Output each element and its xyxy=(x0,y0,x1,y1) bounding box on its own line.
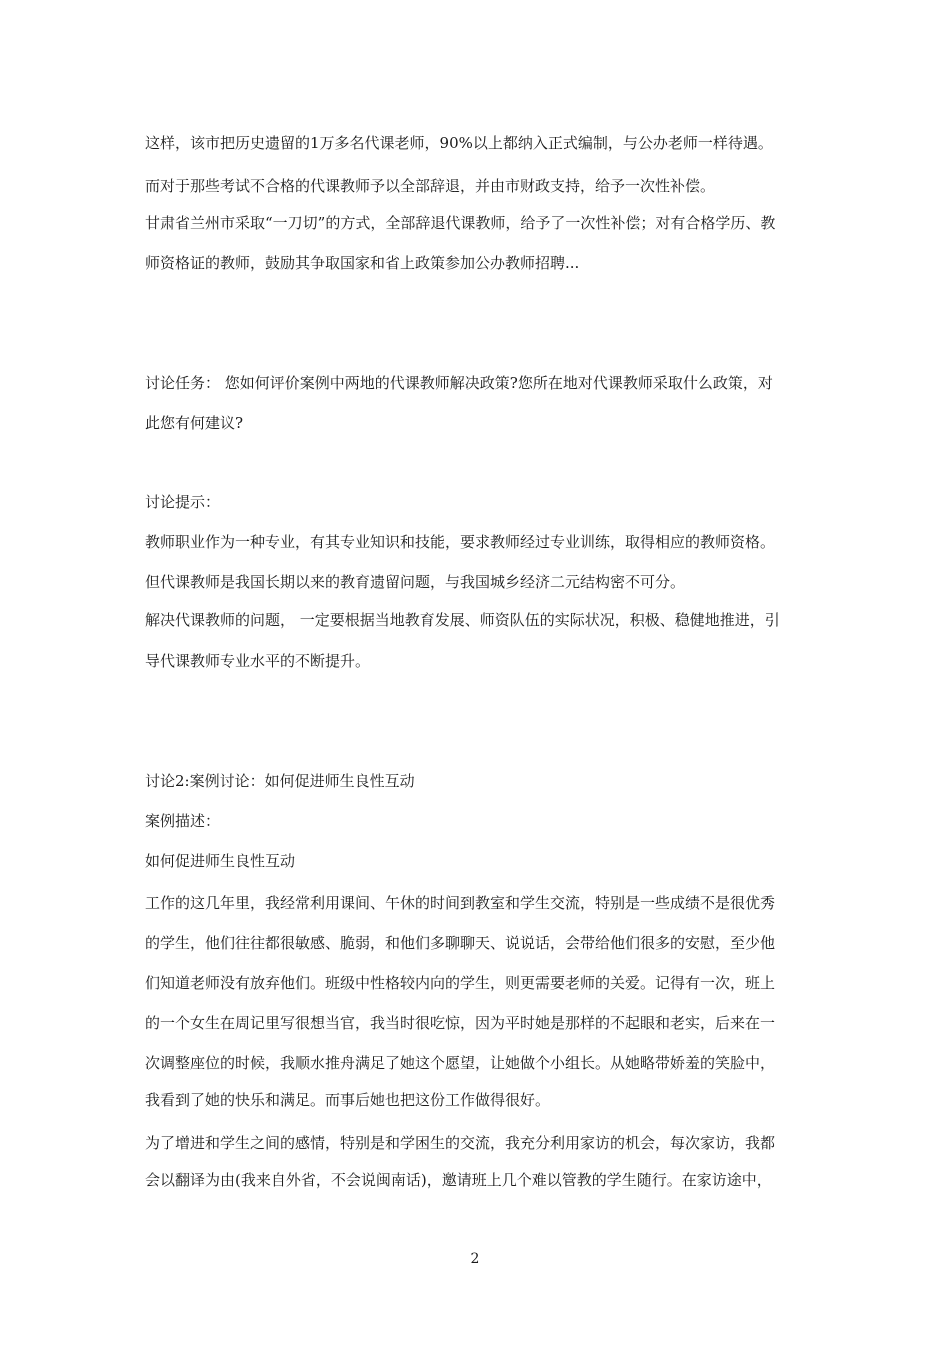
paragraph-line: 我看到了她的快乐和满足。而事后她也把这份工作做得很好。 xyxy=(145,1091,551,1109)
case-title: 如何促进师生良性互动 xyxy=(145,852,296,870)
paragraph-line: 师资格证的教师，鼓励其争取国家和省上政策参加公办教师招聘... xyxy=(145,254,580,272)
paragraph-line: 甘肃省兰州市采取“一刀切”的方式，全部辞退代课教师，给予了一次性补偿；对有合格学历、教 xyxy=(145,214,776,232)
paragraph-line: 但代课教师是我国长期以来的教育遗留问题，与我国城乡经济二元结构密不可分。 xyxy=(145,573,686,591)
page-number: 2 xyxy=(470,1251,480,1267)
discussion-task-line: 此您有何建议? xyxy=(145,414,244,432)
paragraph-line: 工作的这几年里，我经常利用课间、午休的时间到教室和学生交流，特别是一些成绩不是很优秀 xyxy=(145,894,776,912)
paragraph-line: 为了增进和学生之间的感情，特别是和学困生的交流，我充分利用家访的机会，每次家访，我都 xyxy=(145,1134,776,1152)
paragraph-line: 解决代课教师的问题， 一定要根据当地教育发展、师资队伍的实际状况，积极、稳健地推进，引 xyxy=(145,611,780,629)
paragraph-line: 教师职业作为一种专业，有其专业知识和技能，要求教师经过专业训练，取得相应的教师资格。 xyxy=(145,533,776,551)
paragraph-line: 的一个女生在周记里写很想当官，我当时很吃惊，因为平时她是那样的不起眼和老实，后来在一 xyxy=(145,1014,776,1032)
paragraph-line: 次调整座位的时候，我顺水推舟满足了她这个愿望，让她做个小组长。从她略带娇羞的笑脸中， xyxy=(145,1054,776,1072)
paragraph-line: 而对于那些考试不合格的代课教师予以全部辞退，并由市财政支持，给予一次性补偿。 xyxy=(145,177,716,195)
section-heading: 讨论2:案例讨论：如何促进师生良性互动 xyxy=(145,772,415,790)
paragraph-line: 们知道老师没有放弃他们。班级中性格较内向的学生，则更需要老师的关爱。记得有一次，班上 xyxy=(145,974,776,992)
paragraph-line: 这样，该市把历史遗留的1万多名代课老师，90%以上都纳入正式编制，与公办老师一样待遇。 xyxy=(145,134,773,152)
discussion-task-line: 讨论任务： 您如何评价案例中两地的代课教师解决政策?您所在地对代课教师采取什么政策，对 xyxy=(145,374,773,392)
discussion-hint-heading: 讨论提示： xyxy=(145,493,221,511)
paragraph-line: 会以翻译为由(我来自外省，不会说闽南话)，邀请班上几个难以管教的学生随行。在家访途中， xyxy=(145,1171,772,1189)
paragraph-line: 的学生，他们往往都很敏感、脆弱，和他们多聊聊天、说说话，会带给他们很多的安慰，至少他 xyxy=(145,934,776,952)
paragraph-line: 导代课教师专业水平的不断提升。 xyxy=(145,652,371,670)
case-description-label: 案例描述： xyxy=(145,812,221,830)
